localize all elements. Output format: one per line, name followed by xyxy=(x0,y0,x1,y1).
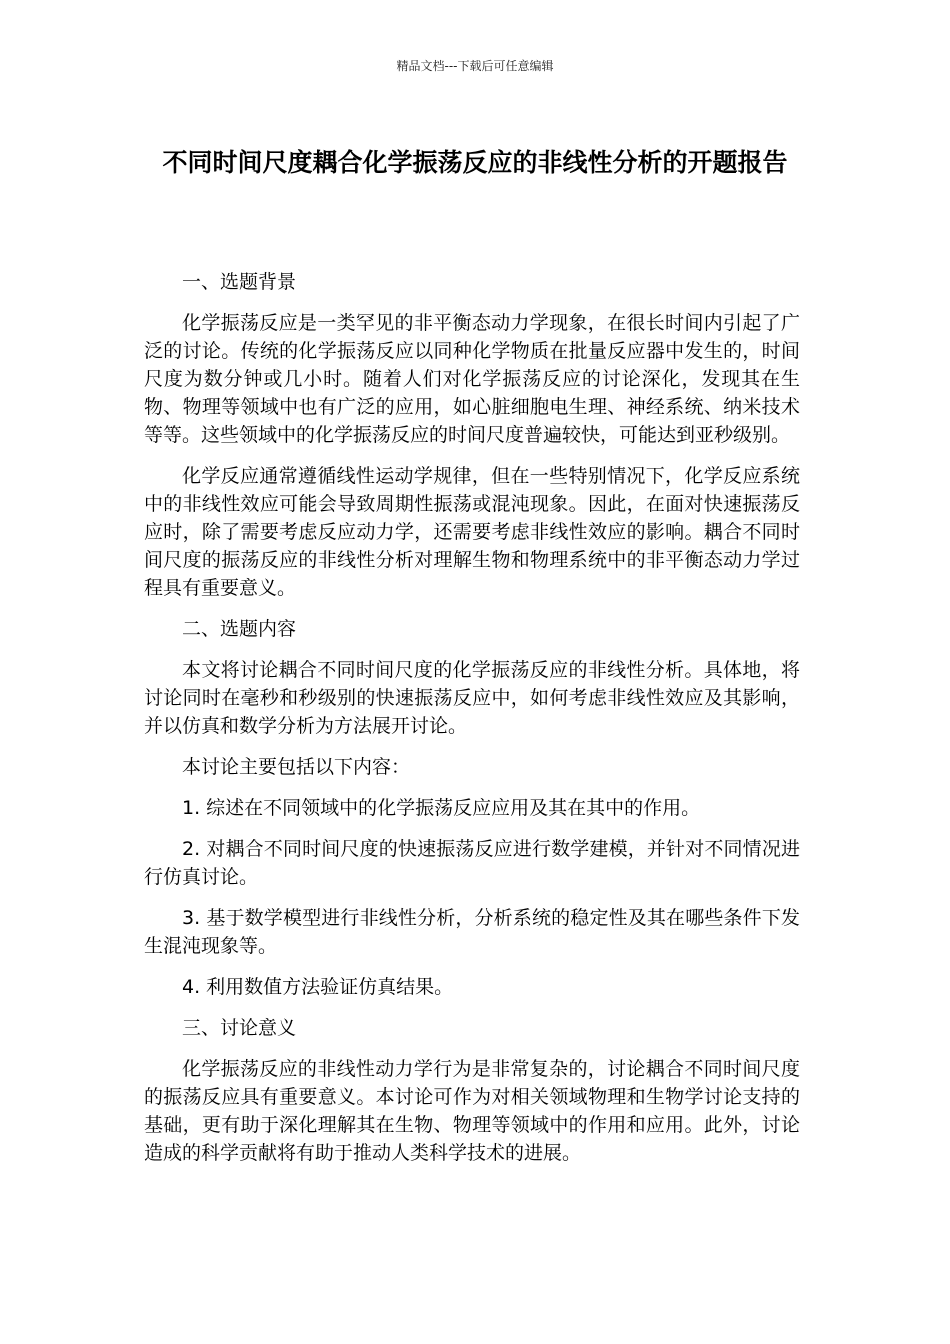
section-heading-significance: 三、讨论意义 xyxy=(182,1017,297,1039)
background-paragraph-2: 化学反应通常遵循线性运动学规律，但在一些特别情况下，化学反应系统中的非线性效应可能会导致周期性振荡或混沌现象。因此，在面对快速振荡反应时，除了需要考虑反应动力学，还需要考虑非线性效应的影响。耦合不同时间尺度的振荡反应的非线性分析对理解生物和物理系统中的非平衡态动力学过程具有重要意义。 xyxy=(144,465,800,599)
content-intro-paragraph: 本文将讨论耦合不同时间尺度的化学振荡反应的非线性分析。具体地，将讨论同时在毫秒和秒级别的快速振荡反应中，如何考虑非线性效应及其影响，并以仿真和数学分析为方法展开讨论。 xyxy=(144,659,800,737)
section-heading-background: 一、选题背景 xyxy=(182,271,297,293)
document-title: 不同时间尺度耦合化学振荡反应的非线性分析的开题报告 xyxy=(162,148,788,177)
content-list-item-4: 4. 利用数值方法验证仿真结果。 xyxy=(182,976,454,998)
document-body xyxy=(144,268,800,1180)
content-list-item-2: 2. 对耦合不同时间尺度的快速振荡反应进行数学建模，并针对不同情况进行仿真讨论。 xyxy=(144,838,800,888)
content-list-item-1: 1. 综述在不同领域中的化学振荡反应应用及其在其中的作用。 xyxy=(182,797,701,819)
header-note: 精品文档---下载后可任意编辑 xyxy=(396,59,554,73)
background-paragraph-1: 化学振荡反应是一类罕见的非平衡态动力学现象，在很长时间内引起了广泛的讨论。传统的化学振荡反应以同种化学物质在批量反应器中发生的，时间尺度为数分钟或几小时。随着人们对化学振荡反应的讨论深化，发现其在生物、物理等领域中也有广泛的应用，如心脏细胞电生理、神经系统、纳米技术等等。这些领域中的化学振荡反应的时间尺度普遍较快，可能达到亚秒级别。 xyxy=(144,312,800,446)
significance-paragraph: 化学振荡反应的非线性动力学行为是非常复杂的，讨论耦合不同时间尺度的振荡反应具有重要意义。本讨论可作为对相关领域物理和生物学讨论支持的基础，更有助于深化理解其在生物、物理等领域中的作用和应用。此外，讨论造成的科学贡献将有助于推动人类科学技术的进展。 xyxy=(144,1058,800,1164)
content-list-item-3: 3. 基于数学模型进行非线性分析，分析系统的稳定性及其在哪些条件下发生混沌现象等。 xyxy=(144,907,800,957)
section-heading-content: 二、选题内容 xyxy=(182,618,297,640)
content-list-intro: 本讨论主要包括以下内容： xyxy=(182,756,411,778)
